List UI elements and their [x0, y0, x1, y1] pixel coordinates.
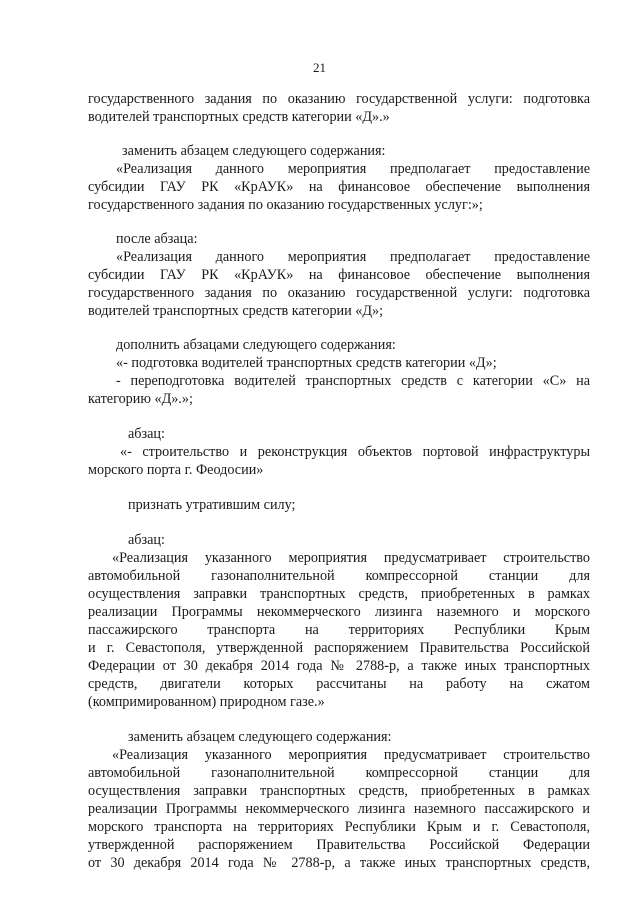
paragraph-gap	[88, 479, 590, 496]
text-line: дополнить абзацами следующего содержания:	[116, 337, 396, 353]
text-line: государственного задания по оказанию государственных услуг:»;	[88, 197, 483, 213]
text-line: и г. Севастополя, утвержденной распоряжением Правительства Российской	[88, 640, 590, 656]
text-line: Федерации от 30 декабря 2014 года № 2788-р, а также иных транспортных	[88, 658, 590, 674]
text-line: государственного задания по оказанию государственной услуги: подготовка	[88, 91, 590, 107]
text-line: «- строительство и реконструкция объектов портовой инфраструктуры	[120, 444, 590, 460]
text-line: от 30 декабря 2014 года № 2788-р, а также иных транспортных средств,	[88, 855, 590, 871]
text-line: реализации Программы некоммерческого лизинга наземного пассажирского и	[88, 801, 590, 817]
paragraph-gap	[88, 514, 590, 531]
paragraph-gap	[88, 320, 590, 336]
document-body	[88, 90, 590, 872]
text-line: признать утратившим силу;	[128, 497, 296, 513]
text-line: заменить абзацем следующего содержания:	[122, 143, 386, 159]
text-line: «Реализация данного мероприятия предполагает предоставление	[116, 161, 590, 177]
text-line: «Реализация указанного мероприятия предусматривает строительство	[112, 747, 590, 763]
text-line: субсидии ГАУ РК «КрАУК» на финансовое обеспечение выполнения	[88, 267, 590, 283]
paragraph-gap	[88, 408, 590, 425]
text-line: пассажирского транспорта на территориях Республики Крым	[88, 622, 590, 638]
text-line: осуществления заправки транспортных средств, приобретенных в рамках	[88, 783, 590, 799]
text-line: «Реализация указанного мероприятия предусматривает строительство	[112, 550, 590, 566]
page-number: 21	[313, 60, 326, 75]
text-line: (компримированном) природном газе.»	[88, 694, 325, 710]
text-line: автомобильной газонаполнительной компрессорной станции для	[88, 568, 590, 584]
text-line: водителей транспортных средств категории «Д».»	[88, 109, 390, 125]
text-line: реализации Программы некоммерческого лизинга наземного и морского	[88, 604, 590, 620]
text-line: утвержденной распоряжением Правительства Российской Федерации	[88, 837, 590, 853]
text-line: категорию «Д».»;	[88, 391, 193, 407]
text-line: заменить абзацем следующего содержания:	[128, 729, 392, 745]
text-line: - переподготовка водителей транспортных средств с категории «С» на	[116, 373, 590, 389]
text-line: абзац:	[128, 532, 165, 548]
paragraph-gap	[88, 711, 590, 728]
paragraph-gap	[88, 214, 590, 230]
text-line: субсидии ГАУ РК «КрАУК» на финансовое обеспечение выполнения	[88, 179, 590, 195]
text-line: морского транспорта на территориях Республики Крым и г. Севастополя,	[88, 819, 590, 835]
text-line: водителей транспортных средств категории «Д»;	[88, 303, 384, 319]
text-line: после абзаца:	[116, 231, 198, 247]
text-line: «Реализация данного мероприятия предполагает предоставление	[116, 249, 590, 265]
text-line: морского порта г. Феодосии»	[88, 462, 264, 478]
text-line: государственного задания по оказанию государственной услуги: подготовка	[88, 285, 590, 301]
text-line: автомобильной газонаполнительной компрессорной станции для	[88, 765, 590, 781]
text-line: средств, двигатели которых рассчитаны на работу на сжатом	[88, 676, 590, 692]
text-line: осуществления заправки транспортных средств, приобретенных в рамках	[88, 586, 590, 602]
text-line: «- подготовка водителей транспортных средств категории «Д»;	[116, 355, 497, 371]
text-line: абзац:	[128, 426, 165, 442]
paragraph-gap	[88, 126, 590, 142]
